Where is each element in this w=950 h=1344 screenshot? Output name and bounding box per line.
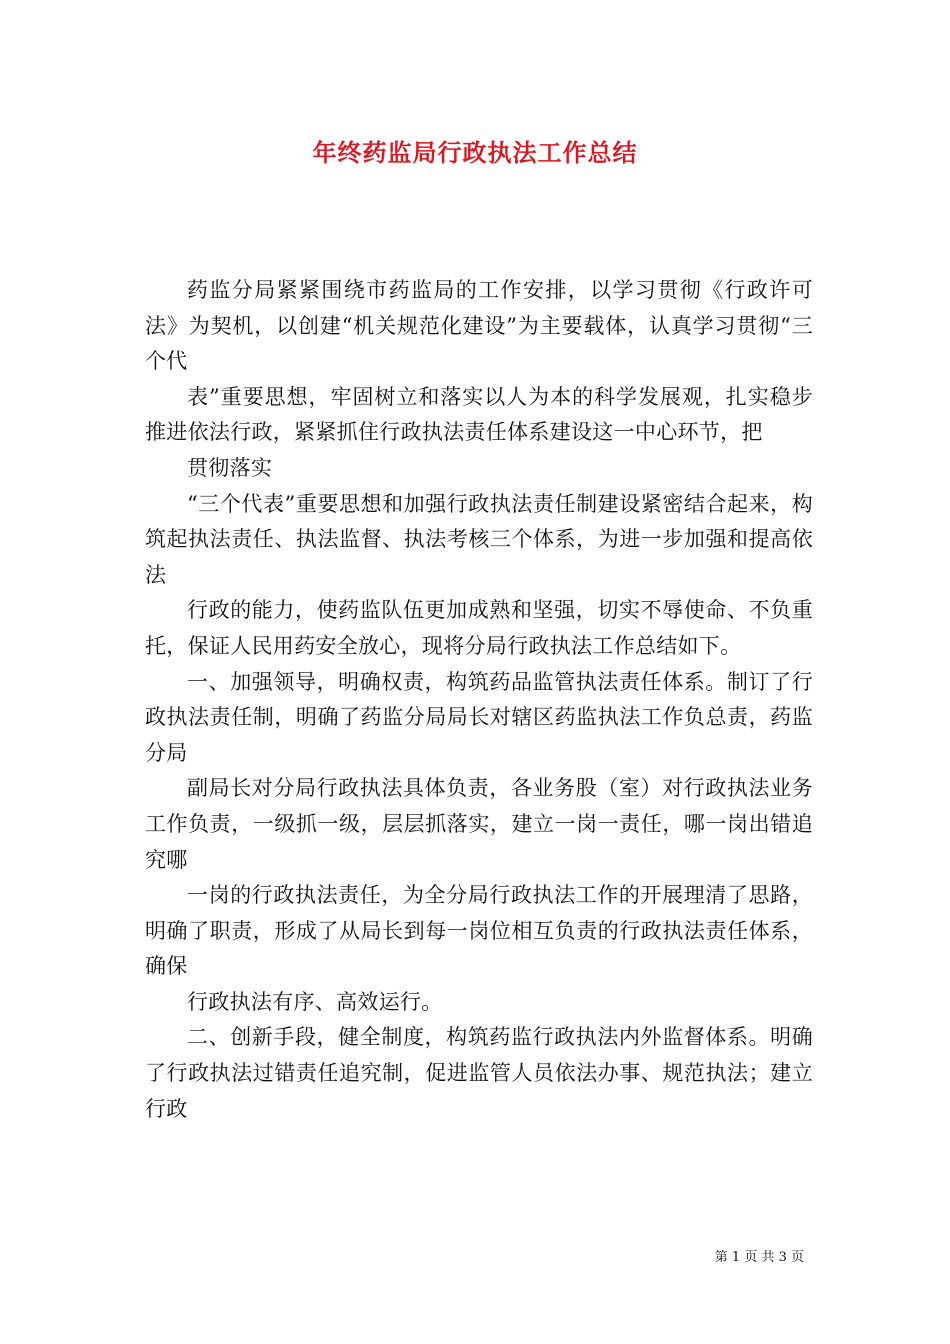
paragraph: 一、加强领导，明确权责，构筑药品监管执法责任体系。制订了行政执法责任制，明确了药监分局局长对辖区药监执法工作负总责，药监分局 bbox=[145, 669, 813, 765]
paragraph: 二、创新手段，健全制度，构筑药监行政执法内外监督体系。明确了行政执法过错责任追究制，促进监管人员依法办事、规范执法；建立行政 bbox=[145, 1025, 813, 1121]
paragraph: 一岗的行政执法责任，为全分局行政执法工作的开展理清了思路，明确了职责，形成了从局长到每一岗位相互负责的行政执法责任体系，确保 bbox=[145, 883, 813, 979]
page-number: 第 1 页 共 3 页 bbox=[714, 1250, 804, 1265]
paragraph: 行政的能力，使药监队伍更加成熟和坚强，切实不辱使命、不负重托，保证人民用药安全放心，现将分局行政执法工作总结如下。 bbox=[145, 598, 813, 658]
paragraph: 行政执法有序、高效运行。 bbox=[187, 989, 443, 1014]
paragraph: 药监分局紧紧围绕市药监局的工作安排，以学习贯彻《行政许可法》为契机，以创建“机关规范化建设”为主要载体，认真学习贯彻“三个代 bbox=[145, 278, 813, 374]
document-body bbox=[145, 273, 813, 1127]
paragraph: “三个代表”重要思想和加强行政执法责任制建设紧密结合起来，构筑起执法责任、执法监督、执法考核三个体系，为进一步加强和提高依法 bbox=[145, 491, 813, 587]
paragraph: 贯彻落实 bbox=[187, 455, 273, 480]
paragraph: 副局长对分局行政执法具体负责，各业务股（室）对行政执法业务工作负责，一级抓一级，层层抓落实，建立一岗一责任，哪一岗出错追究哪 bbox=[145, 776, 813, 872]
document-title: 年终药监局行政执法工作总结 bbox=[312, 139, 638, 167]
paragraph: 表”重要思想，牢固树立和落实以人为本的科学发展观，扎实稳步推进依法行政，紧紧抓住行政执法责任体系建设这一中心环节，把 bbox=[145, 384, 813, 445]
